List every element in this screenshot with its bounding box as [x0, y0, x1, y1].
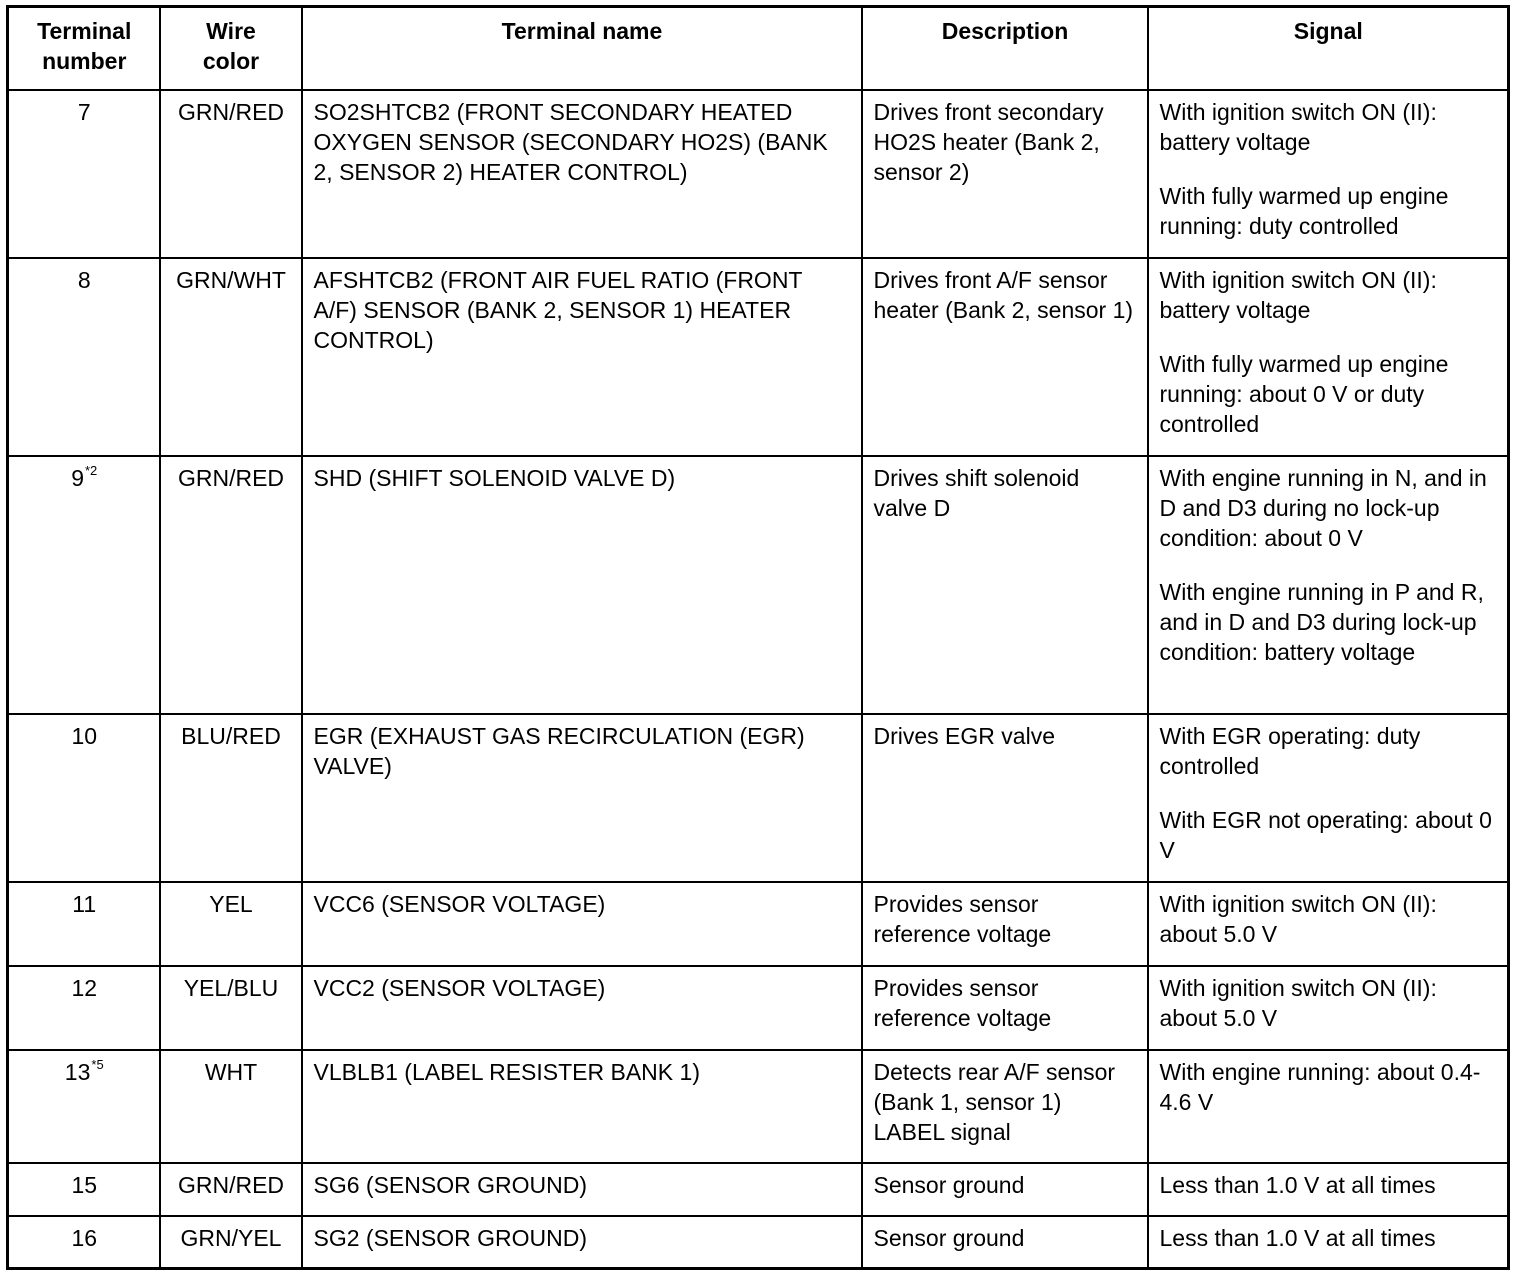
- table-row: [8, 714, 1509, 882]
- signal-line: With EGR operating: duty controlled: [1159, 722, 1421, 779]
- terminal-number: 11: [72, 890, 97, 917]
- cell-terminal-name: SO2SHTCB2 (FRONT SECONDARY HEATED OXYGEN SENSOR (SECONDARY HO2S) (BANK 2, SENSOR 2) HEATER CONTROL): [302, 90, 862, 258]
- table-row: [8, 1050, 1509, 1163]
- cell-terminal-name: VLBLB1 (LABEL RESISTER BANK 1): [302, 1050, 862, 1163]
- signal-line: With EGR not operating: about 0 V: [1159, 806, 1492, 863]
- cell-signal: [1148, 258, 1509, 456]
- header-description: Description: [862, 7, 1148, 90]
- table-body: [8, 90, 1509, 1269]
- cell-description: Drives shift solenoid valve D: [862, 456, 1148, 714]
- cell-terminal-name: VCC6 (SENSOR VOLTAGE): [302, 882, 862, 966]
- cell-terminal-number: [8, 90, 160, 258]
- cell-terminal-number: [8, 1163, 160, 1216]
- terminal-number: 12: [71, 974, 98, 1001]
- table-row: [8, 456, 1509, 714]
- terminal-number: 15: [71, 1171, 98, 1198]
- terminal-number: 9: [71, 464, 84, 491]
- cell-terminal-name: SHD (SHIFT SOLENOID VALVE D): [302, 456, 862, 714]
- terminal-number: 16: [71, 1224, 98, 1251]
- cell-wire-color: GRN/YEL: [160, 1216, 302, 1269]
- cell-terminal-name: SG6 (SENSOR GROUND): [302, 1163, 862, 1216]
- cell-terminal-number: [8, 258, 160, 456]
- header-terminal-name: Terminal name: [302, 7, 862, 90]
- cell-description: Drives EGR valve: [862, 714, 1148, 882]
- cell-description: Detects rear A/F sensor (Bank 1, sensor 1) LABEL signal: [862, 1050, 1148, 1163]
- cell-terminal-name: AFSHTCB2 (FRONT AIR FUEL RATIO (FRONT A/F) SENSOR (BANK 2, SENSOR 1) HEATER CONTROL): [302, 258, 862, 456]
- cell-signal: [1148, 1050, 1509, 1163]
- cell-terminal-number: [8, 714, 160, 882]
- cell-wire-color: BLU/RED: [160, 714, 302, 882]
- cell-wire-color: WHT: [160, 1050, 302, 1163]
- table-row: [8, 90, 1509, 258]
- footnote-marker: *5: [91, 1056, 104, 1072]
- cell-wire-color: GRN/WHT: [160, 258, 302, 456]
- cell-terminal-name: SG2 (SENSOR GROUND): [302, 1216, 862, 1269]
- signal-line: With ignition switch ON (II): about 5.0 V: [1159, 890, 1437, 947]
- cell-signal: [1148, 882, 1509, 966]
- cell-terminal-number: [8, 882, 160, 966]
- signal-line: With fully warmed up engine running: duty controlled: [1159, 182, 1449, 239]
- signal-line: With engine running: about 0.4-4.6 V: [1159, 1058, 1481, 1115]
- terminal-number: 10: [71, 722, 98, 749]
- cell-terminal-number: [8, 1050, 160, 1163]
- cell-signal: [1148, 456, 1509, 714]
- cell-wire-color: GRN/RED: [160, 90, 302, 258]
- signal-line: Less than 1.0 V at all times: [1159, 1224, 1436, 1251]
- cell-description: Sensor ground: [862, 1163, 1148, 1216]
- signal-line: Less than 1.0 V at all times: [1159, 1171, 1436, 1198]
- cell-terminal-number: [8, 1216, 160, 1269]
- header-row: [8, 7, 1509, 90]
- table-row: [8, 258, 1509, 456]
- cell-description: Drives front A/F sensor heater (Bank 2, sensor 1): [862, 258, 1148, 456]
- terminal-number: 8: [77, 266, 91, 293]
- cell-terminal-name: VCC2 (SENSOR VOLTAGE): [302, 966, 862, 1050]
- signal-line: With ignition switch ON (II): battery voltage: [1159, 98, 1437, 155]
- terminal-table: [6, 5, 1510, 1270]
- cell-wire-color: YEL/BLU: [160, 966, 302, 1050]
- header-wire-color: Wire color: [160, 7, 302, 90]
- terminal-number: 13: [64, 1058, 91, 1085]
- signal-line: With ignition switch ON (II): battery voltage: [1159, 266, 1437, 323]
- cell-signal: [1148, 714, 1509, 882]
- table-row: [8, 966, 1509, 1050]
- table-row: [8, 1216, 1509, 1269]
- table-row: [8, 1163, 1509, 1216]
- footnote-marker: *2: [85, 462, 98, 478]
- cell-signal: [1148, 1163, 1509, 1216]
- cell-signal: [1148, 1216, 1509, 1269]
- cell-terminal-name: EGR (EXHAUST GAS RECIRCULATION (EGR) VALVE): [302, 714, 862, 882]
- terminal-number: 7: [77, 98, 91, 125]
- cell-description: Provides sensor reference voltage: [862, 882, 1148, 966]
- cell-signal: [1148, 966, 1509, 1050]
- cell-wire-color: YEL: [160, 882, 302, 966]
- header-terminal-number: Terminal number: [8, 7, 160, 90]
- table-row: [8, 882, 1509, 966]
- header-signal: Signal: [1148, 7, 1509, 90]
- cell-terminal-number: [8, 456, 160, 714]
- signal-line: With ignition switch ON (II): about 5.0 V: [1159, 974, 1437, 1031]
- cell-description: Drives front secondary HO2S heater (Bank 2, sensor 2): [862, 90, 1148, 258]
- cell-signal: [1148, 90, 1509, 258]
- table-header: [8, 7, 1509, 90]
- signal-line: With engine running in P and R, and in D and D3 during lock-up condition: battery voltage: [1159, 578, 1484, 665]
- cell-terminal-number: [8, 966, 160, 1050]
- signal-line: With engine running in N, and in D and D3 during no lock-up condition: about 0 V: [1159, 464, 1487, 551]
- cell-description: Sensor ground: [862, 1216, 1148, 1269]
- cell-wire-color: GRN/RED: [160, 456, 302, 714]
- signal-line: With fully warmed up engine running: about 0 V or duty controlled: [1159, 350, 1449, 437]
- cell-description: Provides sensor reference voltage: [862, 966, 1148, 1050]
- cell-wire-color: GRN/RED: [160, 1163, 302, 1216]
